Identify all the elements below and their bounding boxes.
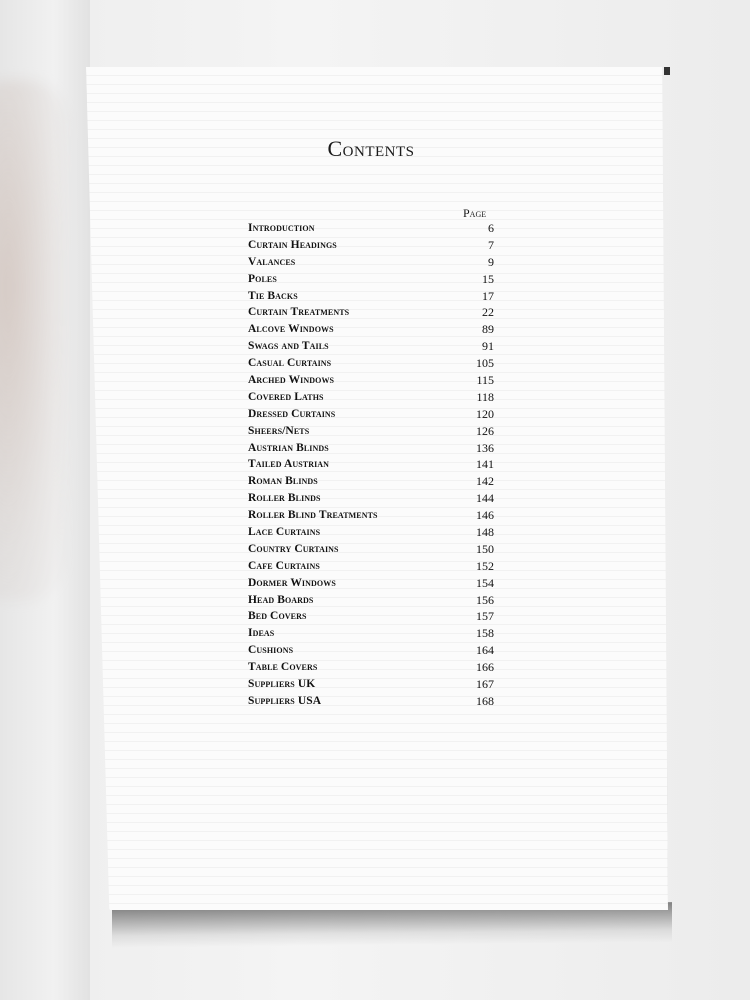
toc-entry bbox=[248, 423, 494, 440]
toc-entry-label: Casual Curtains bbox=[248, 357, 332, 370]
toc-entry-page-number: 141 bbox=[476, 457, 494, 472]
toc-entry bbox=[248, 541, 494, 558]
toc-entry-page-number: 105 bbox=[476, 356, 494, 371]
page-column-header: Page bbox=[463, 206, 487, 220]
toc-entry bbox=[248, 288, 494, 305]
toc-entry-label: Cushions bbox=[248, 644, 294, 657]
toc-entry-label: Suppliers UK bbox=[248, 678, 316, 691]
toc-entry-label: Curtain Headings bbox=[248, 238, 337, 251]
toc-entry-page-number: 136 bbox=[476, 440, 494, 455]
toc-entry bbox=[248, 659, 494, 676]
toc-entry-page-number: 118 bbox=[476, 389, 494, 404]
toc-entry-page-number: 168 bbox=[476, 693, 494, 708]
toc-entry-label: Roller Blind Treatments bbox=[248, 509, 378, 522]
toc-entry-page-number: 158 bbox=[476, 626, 494, 641]
toc-entry-page-number: 150 bbox=[476, 541, 494, 556]
toc-entry bbox=[248, 473, 494, 490]
toc-entry bbox=[248, 338, 494, 355]
toc-entry-page-number: 144 bbox=[476, 491, 494, 506]
toc-entry bbox=[248, 490, 494, 507]
toc-entry bbox=[248, 524, 494, 541]
toc-entry-label: Table Covers bbox=[248, 661, 318, 674]
toc-entry bbox=[248, 693, 494, 710]
toc-entry bbox=[248, 456, 494, 473]
toc-entry-page-number: 164 bbox=[476, 643, 494, 658]
toc-entry-page-number: 142 bbox=[476, 474, 494, 489]
toc-entry-label: Austrian Blinds bbox=[248, 441, 329, 454]
toc-entry-page-number: 9 bbox=[488, 254, 494, 269]
toc-entry bbox=[248, 642, 494, 659]
toc-entry-label: Alcove Windows bbox=[248, 323, 334, 336]
toc-entry-label: Introduction bbox=[248, 222, 315, 234]
toc-entry-label: Valances bbox=[248, 255, 296, 268]
toc-entry bbox=[248, 355, 494, 372]
toc-entry-page-number: 126 bbox=[476, 423, 494, 438]
toc-entry-page-number: 156 bbox=[476, 592, 494, 607]
page-title: Contents bbox=[327, 136, 415, 161]
page-corner-edge bbox=[664, 67, 670, 75]
toc-entry bbox=[248, 254, 494, 271]
toc-entry bbox=[248, 608, 494, 625]
toc-entry-label: Roman Blinds bbox=[248, 475, 318, 488]
toc-entry-page-number: 167 bbox=[476, 677, 494, 692]
toc-entry-page-number: 15 bbox=[482, 271, 494, 286]
toc-entry-label: Head Boards bbox=[248, 593, 314, 606]
toc-entry-page-number: 120 bbox=[476, 406, 494, 421]
toc-entry bbox=[248, 676, 494, 693]
toc-entry-label: Swags and Tails bbox=[248, 340, 329, 353]
toc-entry-page-number: 17 bbox=[482, 288, 494, 303]
toc-entry-page-number: 146 bbox=[476, 508, 494, 523]
table-of-contents bbox=[248, 220, 494, 710]
toc-entry-label: Poles bbox=[248, 272, 277, 285]
toc-entry bbox=[248, 625, 494, 642]
toc-entry-page-number: 152 bbox=[476, 558, 494, 573]
toc-entry bbox=[248, 558, 494, 575]
toc-entry-label: Sheers/Nets bbox=[248, 424, 310, 437]
toc-entry-label: Tie Backs bbox=[248, 289, 298, 302]
toc-entry-label: Bed Covers bbox=[248, 610, 307, 623]
toc-entry bbox=[248, 406, 494, 423]
toc-entry bbox=[248, 304, 494, 321]
toc-entry-label: Dressed Curtains bbox=[248, 407, 336, 420]
toc-entry-label: Suppliers USA bbox=[248, 694, 322, 707]
toc-entry bbox=[248, 220, 494, 237]
toc-entry-page-number: 89 bbox=[482, 322, 494, 337]
toc-entry bbox=[248, 389, 494, 406]
toc-entry-label: Tailed Austrian bbox=[248, 458, 330, 471]
toc-entry-page-number: 91 bbox=[482, 339, 494, 354]
toc-entry bbox=[248, 237, 494, 254]
toc-entry bbox=[248, 440, 494, 457]
toc-entry bbox=[248, 575, 494, 592]
toc-entry bbox=[248, 271, 494, 288]
toc-entry-label: Country Curtains bbox=[248, 542, 339, 555]
toc-entry-label: Lace Curtains bbox=[248, 526, 321, 539]
toc-entry-page-number: 157 bbox=[476, 609, 494, 624]
toc-entry-page-number: 148 bbox=[476, 525, 494, 540]
toc-entry bbox=[248, 321, 494, 338]
toc-entry-label: Curtain Treatments bbox=[248, 306, 350, 319]
toc-entry bbox=[248, 372, 494, 389]
toc-entry bbox=[248, 507, 494, 524]
toc-entry-label: Roller Blinds bbox=[248, 492, 321, 505]
toc-entry-label: Ideas bbox=[248, 627, 275, 640]
toc-entry-label: Dormer Windows bbox=[248, 576, 336, 589]
toc-entry-label: Covered Laths bbox=[248, 390, 324, 403]
toc-entry-page-number: 22 bbox=[482, 305, 494, 320]
toc-entry-page-number: 166 bbox=[476, 660, 494, 675]
toc-entry-page-number: 115 bbox=[476, 373, 494, 388]
toc-entry-page-number: 6 bbox=[488, 221, 494, 235]
toc-entry-page-number: 7 bbox=[488, 237, 494, 252]
toc-entry-label: Cafe Curtains bbox=[248, 559, 320, 572]
toc-entry-page-number: 154 bbox=[476, 575, 494, 590]
toc-entry-label: Arched Windows bbox=[248, 374, 335, 387]
toc-entry bbox=[248, 592, 494, 609]
